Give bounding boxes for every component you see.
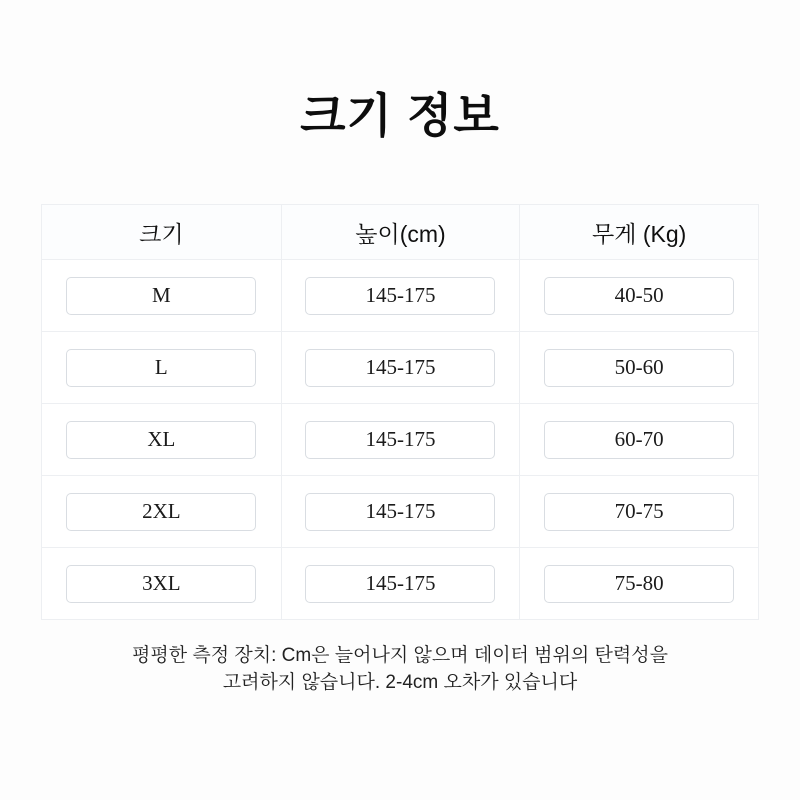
table-row xyxy=(281,547,520,619)
page-title: 크기 정보 xyxy=(300,89,500,142)
weight-value-box: 70-75 xyxy=(544,493,734,531)
weight-value-box: 40-50 xyxy=(544,277,734,315)
height-value-box: 145-175 xyxy=(305,565,495,603)
height-value-box: 145-175 xyxy=(305,421,495,459)
size-value-box: XL xyxy=(66,421,256,459)
table-row xyxy=(519,475,758,547)
column-header-weight-label: 무게 (Kg) xyxy=(592,220,687,247)
height-value-box: 145-175 xyxy=(305,493,495,531)
weight-value-box: 60-70 xyxy=(544,421,734,459)
table-row xyxy=(519,331,758,403)
column-header-height-label: 높이(cm) xyxy=(355,220,446,247)
column-header-height xyxy=(281,205,520,259)
size-value-box: 3XL xyxy=(66,565,256,603)
measurement-disclaimer xyxy=(0,642,800,696)
table-row xyxy=(42,259,281,331)
weight-value-box: 75-80 xyxy=(544,565,734,603)
table-row xyxy=(42,331,281,403)
table-row xyxy=(519,403,758,475)
height-value-box: 145-175 xyxy=(305,349,495,387)
column-header-weight xyxy=(519,205,758,259)
table-row xyxy=(42,547,281,619)
table-row xyxy=(281,259,520,331)
size-chart-table xyxy=(41,204,759,620)
height-value-box: 145-175 xyxy=(305,277,495,315)
size-value-box: L xyxy=(66,349,256,387)
table-row xyxy=(42,475,281,547)
size-value-box: 2XL xyxy=(66,493,256,531)
column-header-size xyxy=(42,205,281,259)
table-row xyxy=(281,475,520,547)
weight-value-box: 50-60 xyxy=(544,349,734,387)
table-row xyxy=(42,403,281,475)
table-row xyxy=(519,259,758,331)
table-row xyxy=(281,403,520,475)
column-header-size-label: 크기 xyxy=(139,220,184,247)
table-row xyxy=(519,547,758,619)
disclaimer-line-1: 평평한 측정 장치: Cm은 늘어나지 않으며 데이터 범위의 탄력성을 xyxy=(132,645,668,667)
disclaimer-line-2: 고려하지 않습니다. 2-4cm 오차가 있습니다 xyxy=(222,672,578,694)
size-value-box: M xyxy=(66,277,256,315)
table-row xyxy=(281,331,520,403)
